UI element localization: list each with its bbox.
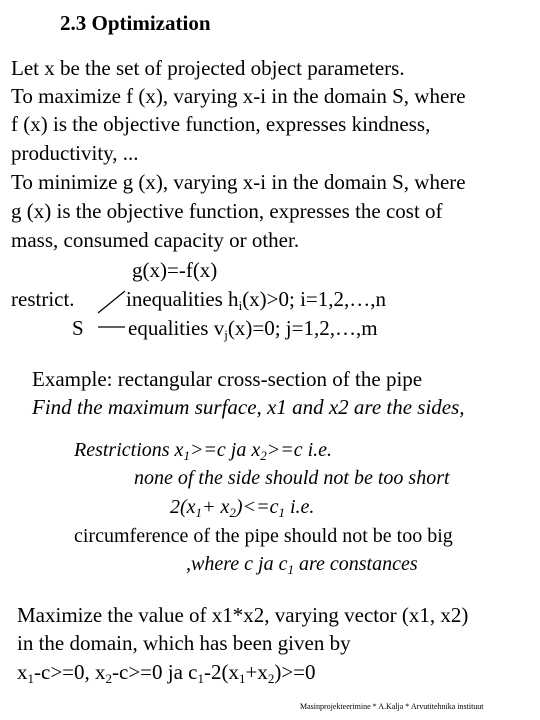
intro-line-1: Let x be the set of projected object parameters. (11, 56, 405, 80)
equalities-line: equalities $v_j(x)=0$; j=1,2,…,m (128, 316, 378, 342)
intro-line-7: mass, consumed capacity or other. (11, 228, 300, 252)
restrictions-line: Restrictions $x_1>=c$ ja $x_2>=c$ i.e. (74, 439, 333, 463)
example-line: Example: rectangular cross-section of the pipe (32, 367, 423, 391)
side-short-line: none of the side should not be too short (134, 467, 450, 489)
find-line: Find the maximum surface, x1 and x2 are the sides, (32, 395, 465, 419)
constants-line: ,where c ja $c_1$ are constances (186, 553, 418, 577)
intro-line-2: To maximize f (x), varying x-i in the domain S, where (11, 84, 466, 108)
intro-line-5: To minimize g (x), varying x-i in the domain S, where (11, 170, 466, 194)
page-title: 2.3 Optimization (60, 11, 211, 35)
intro-line-3: f (x) is the objective function, expresses kindness, (11, 112, 431, 136)
inequalities-line: inequalities $h_i(x)>0$; i=1,2,…,n (126, 287, 387, 313)
footer: Masinprojekteerimine * A.Kalja * Arvutitehnika instituut (300, 702, 484, 711)
connector-line-inequalities (98, 291, 125, 313)
restrict-label: restrict. (11, 287, 75, 311)
maximize-line-2: in the domain, which has been given by (17, 631, 351, 655)
intro-line-4: productivity, ... (11, 141, 139, 165)
intro-line-6: g (x) is the objective function, expresses the cost of (11, 199, 443, 223)
circumference-text: circumference of the pipe should not be too big (74, 525, 453, 547)
s-label: S (72, 316, 84, 340)
domain-line: $x_1-c>=0$, $x_2-c>=0$ ja $c_1-2(x_1+x_2)>=0$ (17, 660, 316, 686)
maximize-line-1: Maximize the value of x1*x2, varying vector (x1, x2) (17, 603, 469, 627)
circumference-formula: $2(x_1+ x_2)<=c_1$ i.e. (170, 496, 315, 520)
formula-g: g(x)=-f(x) (132, 258, 218, 282)
